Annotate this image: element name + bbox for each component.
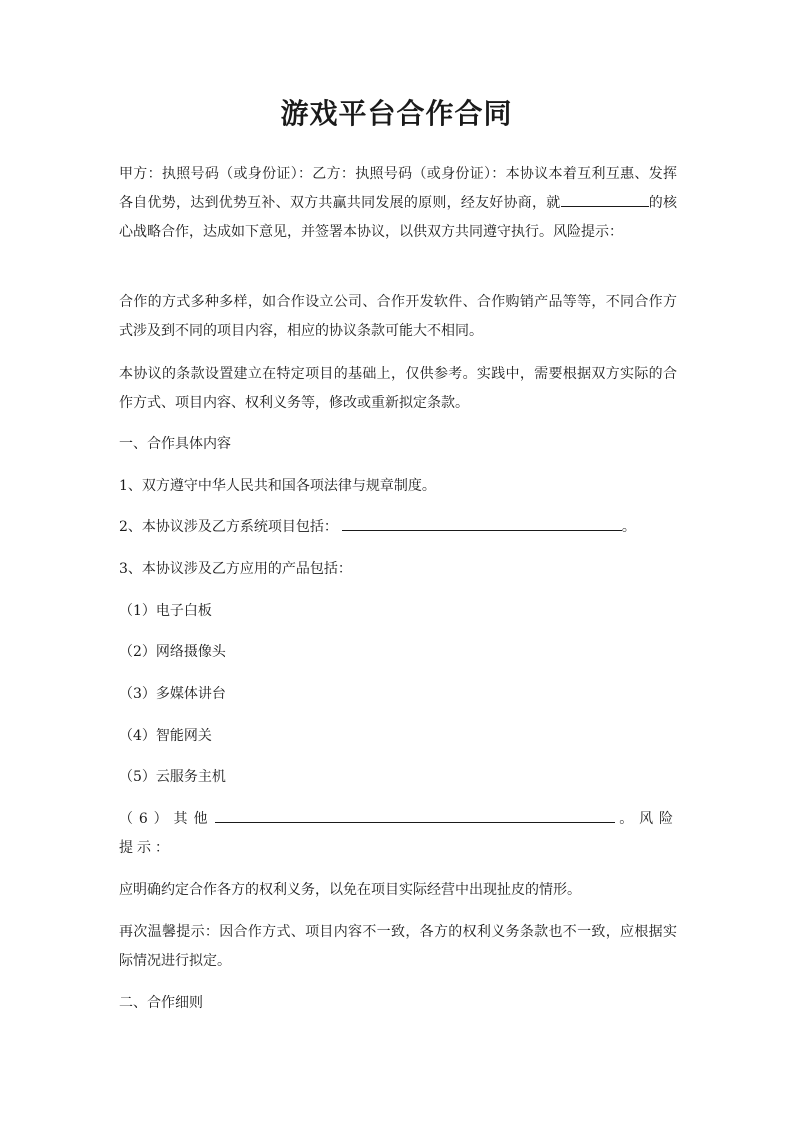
product-item: （2）网络摄像头 xyxy=(119,644,226,660)
other-product-blank[interactable] xyxy=(215,808,615,823)
system-project-blank[interactable] xyxy=(342,516,622,531)
risk-paragraph-2: 本协议的条款设置建立在特定项目的基础上，仅供参考。实践中，需要根据双方实际的合作方式、项目内容、权利义务等，修改或重新拟定条款。 xyxy=(119,366,677,411)
product-item-other xyxy=(119,805,677,863)
risk-paragraph-1: 合作的方式多种多样，如合作设立公司、合作开发软件、合作购销产品等等，不同合作方式涉及到不同的项目内容，相应的协议条款可能大不相同。 xyxy=(119,294,677,339)
project-name-blank[interactable] xyxy=(561,192,649,207)
product-item: （1）电子白板 xyxy=(119,603,212,619)
intro-paragraph xyxy=(119,160,677,247)
intro-text-part1: 甲方：执照号码（或身份证）：乙方：执照号码（或身份证）：本协议本着互利互惠、发挥各自优势，达到优势互补、双方共赢共同发展的原则，经友好协商，就 xyxy=(119,166,677,211)
product-6-suffix: 。风险提示： xyxy=(119,811,677,856)
clause-2-suffix: 。 xyxy=(621,519,636,535)
document-title: 游戏平台合作合同 xyxy=(280,97,513,130)
clause-2-prefix: 2、本协议涉及乙方系统项目包括： xyxy=(119,519,338,535)
note-paragraph-1: 应明确约定合作各方的权利义务，以免在项目实际经营中出现扯皮的情形。 xyxy=(119,882,581,898)
product-item: （5）云服务主机 xyxy=(119,769,226,785)
intro-text-part2: 的核心战略合作，达成如下意见，并签署本协议，以供双方共同遵守执行。风险提示： xyxy=(119,195,678,240)
clause-2 xyxy=(119,513,677,542)
product-6-prefix: （6）其他 xyxy=(119,811,214,827)
clause-3: 3、本协议涉及乙方应用的产品包括： xyxy=(119,561,352,577)
section-2-heading: 二、合作细则 xyxy=(119,995,203,1011)
product-item: （3）多媒体讲台 xyxy=(119,686,226,702)
note-paragraph-2: 再次温馨提示：因合作方式、项目内容不一致，各方的权利义务条款也不一致，应根据实际情况进行拟定。 xyxy=(119,924,677,969)
clause-1: 1、双方遵守中华人民共和国各项法律与规章制度。 xyxy=(119,478,436,494)
product-item: （4）智能网关 xyxy=(119,728,212,744)
section-1-heading: 一、合作具体内容 xyxy=(119,436,231,452)
